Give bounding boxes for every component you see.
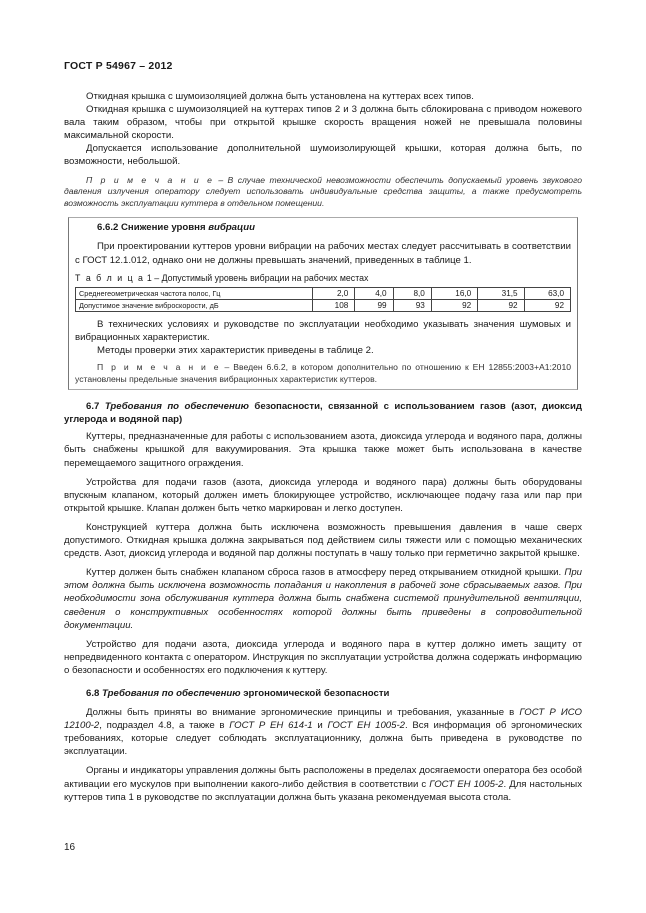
table-cell: Среднегеометрическая частота полос, Гц <box>76 287 313 299</box>
note: П р и м е ч а н и е – Введен 6.6.2, в котором дополнительно по отношению к ЕН 12855:2003+А1:2010 установлены предельные значения вибрационных характеристик куттеров. <box>75 362 571 384</box>
table-row <box>76 299 571 311</box>
table-cell: 8,0 <box>393 287 431 299</box>
paragraph: При проектировании куттеров уровни вибрации на рабочих местах следует рассчитывать в соответствии с ГОСТ 12.1.012, однако они не должны превышать значений, приведенных в таблице 1. <box>75 241 571 266</box>
table-cell: 108 <box>313 299 355 311</box>
page-content <box>64 90 582 804</box>
section-heading-6-7: 6.7 Требования по обеспечению безопасности, связанной с использованием газов (азот, диоксид углерода и водяной пар) <box>64 401 582 426</box>
page-number: 16 <box>64 842 76 853</box>
vibration-table <box>75 287 571 312</box>
table-cell: 92 <box>478 299 524 311</box>
table-cell: 4,0 <box>355 287 393 299</box>
paragraph: Допускается использование дополнительной шумоизолирующей крышки, которая должна быть, по возможности, небольшой. <box>64 143 582 168</box>
note: П р и м е ч а н и е – В случае технической невозможности обеспечить допускаемый уровень звукового давления излучения оператору следует использовать индивидуальные средства защиты, а также предусмотреть возможность эксплуатации куттера в отдельном помещении. <box>64 174 582 208</box>
paragraph: Органы и индикаторы управления должны быть расположены в пределах досягаемости оператора без особой активации его мускулов при выполнении какого-либо действия в соответствии с ГОСТ ЕН 1005-2. Для настольных куттеров типа 1 в руководстве по эксплуатации должна быть указана рекомендуемая высота стола. <box>64 765 582 803</box>
paragraph: В технических условиях и руководстве по эксплуатации необходимо указывать значения шумовых и вибрационных характеристик. <box>75 318 571 343</box>
section-heading-6-8: 6.8 Требования по обеспечению эргономической безопасности <box>86 687 390 699</box>
table-cell: 99 <box>355 299 393 311</box>
table-cell: 31,5 <box>478 287 524 299</box>
table-caption: Т а б л и ц а 1 – Допустимый уровень вибрации на рабочих местах <box>75 272 369 283</box>
paragraph: Конструкцией куттера должна быть исключена возможность превышения давления в чаше сверх допустимого. Откидная крышка должна закрываться под действием силы тяжести или с помощью механических средств. Азот, диоксид углерода и водяной пар должны поступать в чашу только при герметично закрытой крышке. <box>64 521 582 560</box>
document-header: ГОСТ Р 54967 – 2012 <box>64 60 173 72</box>
table-cell: 92 <box>431 299 477 311</box>
table-cell: 2,0 <box>313 287 355 299</box>
table-cell: 93 <box>393 299 431 311</box>
section-heading-6-6-2: 6.6.2 Снижение уровня вибрации <box>97 222 255 234</box>
amendment-box-6-6-2 <box>68 217 578 390</box>
paragraph: Откидная крышка с шумоизоляцией должна быть установлена на куттерах всех типов. <box>86 91 474 102</box>
table-cell: 16,0 <box>431 287 477 299</box>
table-cell: 63,0 <box>524 287 570 299</box>
paragraph: Должны быть приняты во внимание эргономические принципы и требования, указанные в ГОСТ Р ИСО 12100-2, подраздел 4.8, а также в ГОСТ Р ЕН 614-1 и ГОСТ ЕН 1005-2. Вся информация об эргономических требованиях, которые следует соблюдать эксплуатационнику, должна быть приведена в руководстве по эксплуатации. <box>64 707 583 758</box>
paragraph: Методы проверки этих характеристик приведены в таблице 2. <box>97 344 374 356</box>
table-cell: Допустимое значение виброскорости, дБ <box>76 299 313 311</box>
paragraph: Устройство для подачи азота, диоксида углерода и водяного пара в куттер должно иметь защиту от непредвиденного контакта с оператором. Инструкция по эксплуатации устройства должна содержать информацию о безопасности и особенностях его подключения к куттеру. <box>64 638 582 676</box>
paragraph: Куттеры, предназначенные для работы с использованием азота, диоксида углерода и водяного пара, должны быть снабжены крышкой для вакуумирования. Эта крышка также может быть использована в качестве перемещаемого защитного ограждения. <box>64 431 582 469</box>
paragraph: Устройства для подачи газов (азота, диоксида углерода и водяного пара) должны быть оборудованы впускным клапаном, который должен иметь блокирующее устройство, исключающее подачу газа или пар при открытой крышке. Клапан должен быть четко маркирован и легко доступен. <box>64 476 582 514</box>
table-cell: 92 <box>524 299 570 311</box>
table-row <box>76 287 571 299</box>
paragraph: Куттер должен быть снабжен клапаном сброса газов в атмосферу перед открыванием откидной крышки. При этом должна быть исключена возможность попадания и накопления в рабочей зоне сбрасываемых газов. При необходимости зона обслуживания куттера должна быть снабжена системой принудительной вентиляции, сведения о конструктивных особенностях которой должны быть приведены в сопроводительной документации. <box>64 567 582 631</box>
paragraph: Откидная крышка с шумоизоляцией на куттерах типов 2 и 3 должна быть сблокирована с приводом ножевого вала таким образом, чтобы при открытой крышке скорость вращения ножей не превышала половины максимальной скорости. <box>64 104 582 142</box>
